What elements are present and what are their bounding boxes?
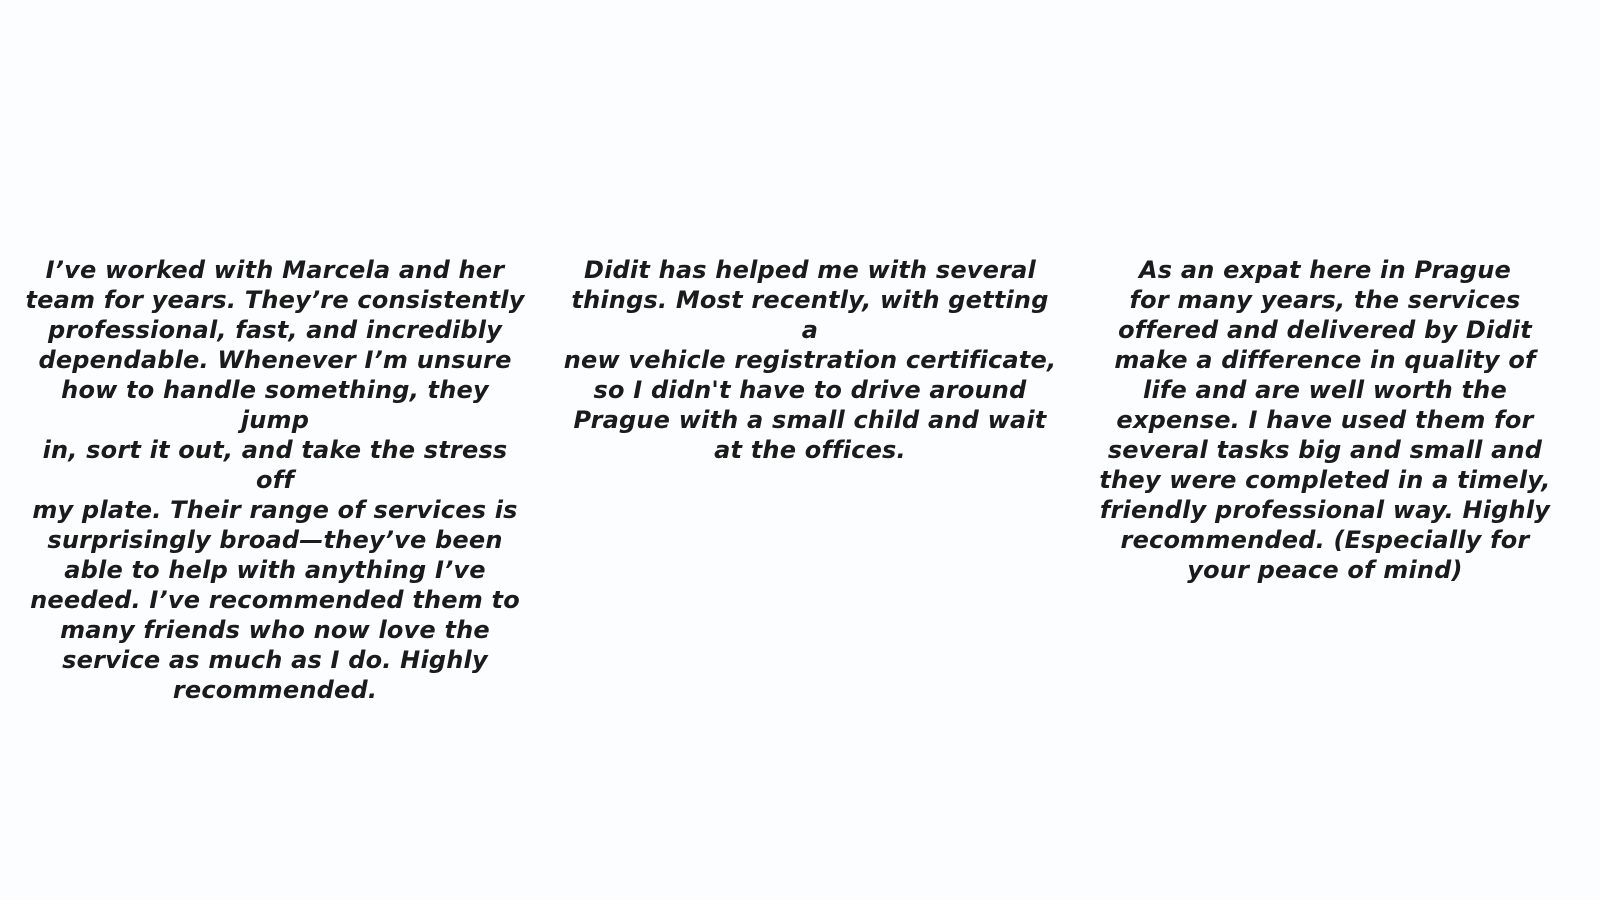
testimonial-quote-1: I’ve worked with Marcela and her team for years. They’re consistently professional, fast, and incredibly dependable. Whenever I’m unsure how to handle something, they jump in, sort it out, and take the stress off my plate. Their range of services is surprisingly broad—they’ve been able to help with anything I’ve needed. I’ve recommended them to many friends who now love the service as much as I do. Highly recommended.	[25, 256, 525, 704]
testimonial-quote-3: As an expat here in Prague for many years, the services offered and delivered by Didit make a difference in quality of life and are well worth the expense. I have used them for several tasks big and small and they were completed in a timely, friendly professional way. Highly recommended. (Especially for your peace of mind)	[1099, 256, 1551, 584]
testimonial-quote-2: Didit has helped me with several things. Most recently, with getting a new vehicle registration certificate, so I didn't have to drive around Prague with a small child and wait at the offices.	[563, 256, 1057, 464]
